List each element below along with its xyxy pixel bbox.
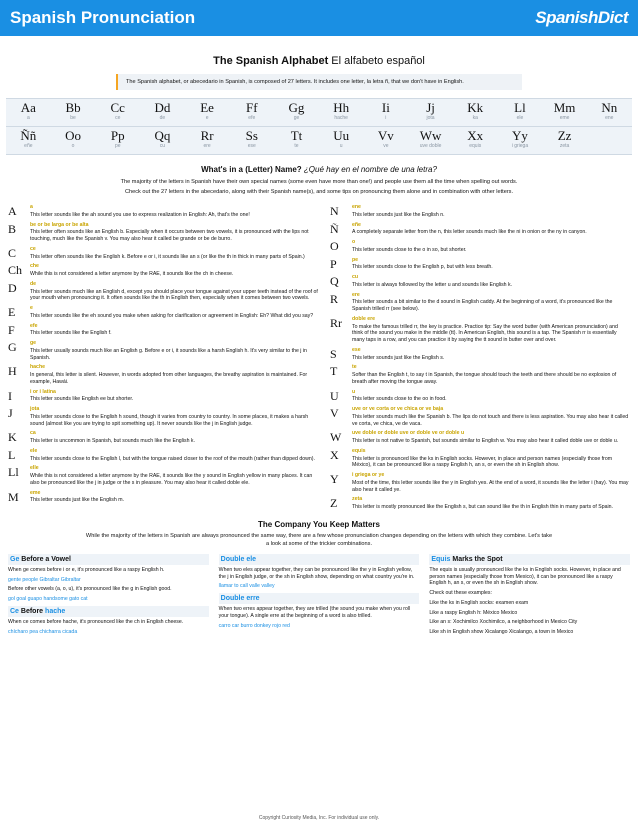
entry-name: uve doble or doble uve or doble ve or doble u xyxy=(352,430,465,437)
alphabet-letter: Aa xyxy=(20,100,36,116)
entry-description: This letter sounds close to the o in so, but shorter. xyxy=(352,246,467,253)
alphabet-cell xyxy=(364,99,409,126)
ce-example: chícharo pea chicharra cicada xyxy=(8,628,78,635)
brand-logo: SpanishDict xyxy=(535,7,628,27)
entry-name: zeta xyxy=(352,496,363,503)
entry-text xyxy=(30,246,323,261)
entry-text xyxy=(30,448,323,463)
alphabet-cell xyxy=(453,127,498,154)
letter-entry xyxy=(330,257,630,272)
right-column xyxy=(330,204,630,514)
entry-name: ene xyxy=(352,204,361,211)
entry-letter: T xyxy=(330,364,338,379)
entry-description: This letter sounds like the English f. xyxy=(30,330,112,337)
letter-entry xyxy=(330,406,630,427)
entry-description: To make the famous trilled rr, the key is practice. Practice tip: Say the word butter (with American pronunciation) and think of the sound you make in the middle (tt). In American English, this sound is a tap. The Spanish rr is essentially many taps in a row, and you can practice it by saying the tt sound in butter over and over. xyxy=(352,323,618,344)
entry-name: i or i latina xyxy=(30,388,56,395)
entry-text xyxy=(30,263,323,278)
alphabet-cell xyxy=(185,99,230,126)
alphabet-cell xyxy=(542,127,587,154)
letter-entry xyxy=(330,472,630,493)
entry-description: This letter is always followed by the letter u and sounds like English k. xyxy=(352,281,513,288)
alphabet-letter-name: pe xyxy=(114,143,121,150)
alphabet-cell xyxy=(140,127,185,154)
left-column xyxy=(8,204,323,514)
entry-name: uve or ve corta or ve chica or ve baja xyxy=(352,406,444,413)
alphabet-letter: Xx xyxy=(467,128,484,144)
entry-letter: M xyxy=(8,489,19,504)
letter-name-section xyxy=(0,165,638,196)
alphabet-letter: Ññ xyxy=(20,128,37,144)
alphabet-letter: Dd xyxy=(154,100,171,116)
erre-heading xyxy=(219,593,420,604)
letter-entry xyxy=(8,222,323,243)
entry-name: de xyxy=(30,280,37,287)
alphabet-letter: Bb xyxy=(65,100,81,116)
alphabet-row-2 xyxy=(6,126,632,155)
alphabet-letter-name: ge xyxy=(293,115,300,122)
alphabet-letter-name: equis xyxy=(469,143,482,150)
letter-entry xyxy=(8,340,323,361)
entry-description: This letter usually sounds much like an English g. Before e or i, it sounds like a harsh English h. It's very similar to the j in Spanish. xyxy=(30,347,307,361)
letter-entry xyxy=(330,389,630,404)
combination-boxes xyxy=(8,554,630,639)
letter-entry xyxy=(330,292,630,313)
ge-text-2: Before other vowels (a, o, u), it's pronounced like the g in English good. xyxy=(8,586,172,593)
entry-letter: R xyxy=(330,291,339,306)
letter-entry xyxy=(8,465,323,486)
alphabet-letter-name: i xyxy=(385,115,387,122)
alphabet-letter-name: te xyxy=(294,143,299,150)
alphabet-cell xyxy=(95,127,140,154)
alphabet-letter: Rr xyxy=(200,128,214,144)
entry-letter: G xyxy=(8,340,17,355)
letter-entry xyxy=(8,430,323,445)
entry-text xyxy=(352,204,630,219)
alphabet-row-1 xyxy=(6,98,632,126)
equis-example-1: Like the ks in English socks: examen exam xyxy=(429,599,529,606)
letter-entry xyxy=(330,204,630,219)
entry-letter: H xyxy=(8,364,17,379)
erre-heading-key: Double erre xyxy=(220,595,260,603)
entry-name: doble ere xyxy=(352,315,376,322)
intro-text: The Spanish alphabet, or abecedario in Spanish, is composed of 27 letters. It includes one letter, la letra ñ, that we don't have in English. xyxy=(126,78,464,85)
alphabet-letter: Jj xyxy=(426,100,435,116)
letter-entry xyxy=(330,222,630,237)
alphabet-cell xyxy=(51,127,96,154)
entry-text xyxy=(352,274,630,289)
alphabet-table xyxy=(6,98,632,155)
alphabet-letter-name: e xyxy=(205,115,209,122)
entry-letter: C xyxy=(8,245,17,260)
entry-text xyxy=(352,448,630,469)
letter-name-heading-es: ¿Qué hay en el nombre de una letra? xyxy=(303,165,437,175)
entry-letter: D xyxy=(8,280,17,295)
entry-name: ce xyxy=(30,245,36,252)
alphabet-letter-name: ese xyxy=(247,143,256,150)
entry-name: ca xyxy=(30,430,36,437)
alphabet-letter-name: ere xyxy=(203,143,211,150)
entry-letter: B xyxy=(8,221,17,236)
alphabet-letter: Zz xyxy=(557,128,572,144)
letter-name-p2: Check out the 27 letters in the abecedario, along with their Spanish name(s), and some tips on pronouncing them alone and in combination with other letters. xyxy=(124,188,514,195)
alphabet-letter: Cc xyxy=(110,100,125,116)
ele-heading-key: Double ele xyxy=(220,555,257,563)
entry-letter: X xyxy=(330,447,339,462)
entry-name: eñe xyxy=(352,221,361,228)
alphabet-letter: Oo xyxy=(65,128,81,144)
letter-entry xyxy=(8,263,323,278)
equis-example-3: Like an s: Xochimilco Xochimilco, a neighborhood in Mexico City xyxy=(429,619,578,626)
entry-name: cu xyxy=(352,274,359,281)
entry-name: ele xyxy=(30,447,38,454)
letter-entry xyxy=(8,246,323,261)
alphabet-letter: Kk xyxy=(467,100,484,116)
alphabet-cell xyxy=(274,99,319,126)
entry-description: This letter sounds like the ah sound you use to express realization in English: Ah, that's the one! xyxy=(30,211,250,218)
alphabet-letter-name: ene xyxy=(605,115,614,122)
letter-entry xyxy=(8,448,323,463)
entry-name: o xyxy=(352,239,356,246)
alphabet-letter: Mm xyxy=(553,100,576,116)
alphabet-letter-name: zeta xyxy=(559,143,570,150)
entry-description: This letter sounds much like the Spanish b. The lips do not touch and there is less aspiration. You may also hear it called ve corta, ve chica, ve de vaca. xyxy=(352,413,629,427)
alphabet-letter: Ss xyxy=(245,128,258,144)
header-bar xyxy=(0,0,638,36)
entry-letter: I xyxy=(8,388,12,403)
alphabet-letter-name: cu xyxy=(159,143,166,150)
alphabet-letter-name: hache xyxy=(334,115,348,122)
entry-description: This letter sounds close to the oo in food. xyxy=(352,396,447,403)
entry-letter: Ñ xyxy=(330,221,339,236)
letter-name-p1: The majority of the letters in Spanish have their own special names (some even have more than one!) and people use them all the time when spelling out words. xyxy=(120,178,518,185)
entry-description: This letter sounds just like the English m. xyxy=(30,497,124,504)
entry-letter: A xyxy=(8,204,17,219)
entry-text xyxy=(30,406,323,427)
entry-name: eme xyxy=(30,489,41,496)
letter-entry xyxy=(330,316,630,344)
alphabet-heading xyxy=(0,54,638,68)
letter-entry xyxy=(8,490,323,505)
entry-letter: Z xyxy=(330,496,338,511)
entry-name: i griega or ye xyxy=(352,472,385,479)
company-text: While the majority of the letters in Spanish are always pronounced the same way, there are a few whose pronunciation changes depending on the letters with which they combine. Let's take a look at some of the trickier combinations. xyxy=(85,533,553,547)
entry-description: This letter often sounds like an English b. Especially when it occurs between two vowels, it is pronounced with the lips not touching, much like the Spanish v. You may also hear it called be grande or be de burro. xyxy=(30,229,309,243)
company-section xyxy=(0,520,638,548)
ge-example-1: gente people Gibraltar Gibraltar xyxy=(8,576,81,583)
alphabet-letter-name: i griega xyxy=(511,143,529,150)
alphabet-letter: Hh xyxy=(333,100,350,116)
entry-name: che xyxy=(30,263,39,270)
entry-name: hache xyxy=(30,364,45,371)
entry-letter: O xyxy=(330,239,339,254)
entry-description: This letter sounds just like the English s. xyxy=(352,354,445,361)
entry-name: u xyxy=(352,388,356,395)
entry-description: This letter is pronounced like the ks in English socks. However, in place and person names (especially those from México), it can be pronounced like a raspy English h, an s, or even the sh in English show. xyxy=(352,455,613,469)
letter-entry xyxy=(330,274,630,289)
ge-heading xyxy=(8,554,209,565)
alphabet-cell xyxy=(51,99,96,126)
entry-letter: E xyxy=(8,305,16,320)
alphabet-letter-name: o xyxy=(71,143,75,150)
entry-name: ese xyxy=(352,346,361,353)
letter-entry xyxy=(8,305,323,320)
equis-text-2: Check out these examples: xyxy=(429,590,492,597)
entry-description: This letter sounds close to the English h sound, though it varies from country to country. In some places, it makes a harsh sound (almost like you are trying to spit something up). It never sounds like the j in English judge. xyxy=(30,413,309,427)
entry-description: This letter is uncommon in Spanish, but sounds much like the English k. xyxy=(30,438,195,445)
alphabet-letter: Ff xyxy=(246,100,258,116)
alphabet-letter-name: ka xyxy=(472,115,478,122)
entry-text xyxy=(352,406,630,427)
letter-entry xyxy=(330,496,630,511)
alphabet-letter: Uu xyxy=(333,128,350,144)
entry-letter: P xyxy=(330,256,337,271)
alphabet-letter-name: eme xyxy=(559,115,570,122)
alphabet-letter-name: jota xyxy=(426,115,435,122)
alphabet-cell xyxy=(229,127,274,154)
entry-description: This letter sounds close to the English l, but with the tongue raised closer to the roof of the mouth (rather than dipped down). xyxy=(30,455,315,462)
alphabet-cell xyxy=(408,99,453,126)
alphabet-cell xyxy=(319,127,364,154)
alphabet-cell xyxy=(95,99,140,126)
entry-text xyxy=(30,490,323,505)
entry-text xyxy=(352,222,630,237)
ge-heading-rest: Before a Vowel xyxy=(21,555,71,563)
erre-example: carro car burro donkey rojo red xyxy=(218,622,290,629)
ge-text-1: When ge comes before i or e, it's pronounced like a raspy English h. xyxy=(8,566,165,573)
letter-entry xyxy=(8,406,323,427)
entry-letter: S xyxy=(330,346,337,361)
equis-example-2: Like a raspy English h: México Mexico xyxy=(429,609,518,616)
erre-text: When two erres appear together, they are trilled (the sound you make when you roll your tongue). A single erre at the beginning of a word is also trilled. xyxy=(218,606,411,620)
entry-text xyxy=(352,430,630,445)
alphabet-letter-name: ele xyxy=(516,115,524,122)
alphabet-cell xyxy=(587,99,632,126)
entry-name: be or be larga or be alta xyxy=(30,221,89,228)
alphabet-letter: Nn xyxy=(601,100,618,116)
ce-heading-key: Ce xyxy=(10,607,19,615)
ce-heading xyxy=(8,606,209,617)
alphabet-letter: Ll xyxy=(514,100,526,116)
entry-letter: U xyxy=(330,388,339,403)
entry-text xyxy=(352,347,630,362)
letter-entry xyxy=(8,364,323,385)
entry-text xyxy=(352,389,630,404)
alphabet-letter-name: a xyxy=(26,115,30,122)
alphabet-cell xyxy=(140,99,185,126)
entry-text xyxy=(30,281,323,302)
entry-description: Most of the time, this letter sounds like the y in English yes. At the end of a word, it sounds like the letter i (hay). You may also hear it called ye. xyxy=(352,479,629,493)
ge-example-2: gol goal guapo handsome gato cat xyxy=(8,596,88,603)
alphabet-cell xyxy=(229,99,274,126)
letter-entry xyxy=(330,347,630,362)
letter-entry xyxy=(8,204,323,219)
alphabet-letter-name: de xyxy=(159,115,166,122)
entry-text xyxy=(352,292,630,313)
ele-text: When two eles appear together, they can be pronounced like the y in English yellow, the j in English judge, or the sh in English show, depending on what country you're in. xyxy=(218,566,415,580)
entry-text xyxy=(30,204,323,219)
entry-letter: Rr xyxy=(330,315,342,330)
alphabet-letter-name: be xyxy=(70,115,76,122)
ce-heading-rest: Before xyxy=(20,607,44,615)
letter-entry xyxy=(8,323,323,338)
alphabet-letter-name: u xyxy=(339,143,343,150)
entry-description: In general, this letter is silent. However, in words adopted from other languages, the breathy aspiration is maintained. For example, Hawái. xyxy=(30,372,308,385)
alphabet-letter: Yy xyxy=(511,128,528,144)
alphabet-letter-name: eñe xyxy=(24,143,33,150)
entry-name: pe xyxy=(352,256,359,263)
entry-name: efe xyxy=(30,322,38,329)
entry-text xyxy=(30,340,323,361)
ele-heading xyxy=(219,554,420,565)
entry-name: jota xyxy=(30,406,40,413)
alphabet-letter: Tt xyxy=(290,128,303,144)
equis-example-4: Like sh in English show Xicalango Xicalango, a town in Mexico xyxy=(429,629,574,636)
entry-name: a xyxy=(30,204,33,211)
alphabet-cell xyxy=(364,127,409,154)
alphabet-letter: Qq xyxy=(154,128,171,144)
entry-description: This letter sounds close to the English p, but with less breath. xyxy=(352,264,493,271)
entry-description: While this is not considered a letter anymore by the RAE, it sounds like the ch in cheese. xyxy=(30,271,234,278)
entry-description: This letter sounds a bit similar to the d sound in English caddy. At the beginning of a word, it's pronounced like the Spanish trilled rr (see below). xyxy=(352,299,613,313)
alphabet-cell xyxy=(6,99,51,126)
alphabet-letter: Ee xyxy=(200,100,214,116)
equis-text-1: The equis is usually pronounced like the ks in English socks. However, in place and person names (especially those from Mexico), it can be pronounced like a raspy English h, an s, or even the sh in English show. xyxy=(429,566,621,587)
entry-name: ge xyxy=(30,340,37,347)
entry-name: te xyxy=(352,364,357,371)
entry-text xyxy=(30,364,323,385)
equis-heading xyxy=(429,554,630,565)
entry-description: This letter sounds like English ee but shorter. xyxy=(30,396,134,403)
intro-callout xyxy=(116,74,522,90)
letter-entry xyxy=(330,364,630,385)
equis-heading-key: Equis xyxy=(431,555,451,563)
alphabet-letter: Pp xyxy=(110,128,125,144)
entry-description: A completely separate letter from the n, this letter sounds much like the ni in onion or the ny in canyon. xyxy=(352,229,587,236)
entry-description: This letter sounds much like an English d, except you should place your tongue against your upper teeth instead of the roof of your mouth when pronouncing it. It often sounds like the th in English then, especially when it comes between two vowels. xyxy=(30,288,318,302)
entry-letter: K xyxy=(8,430,17,445)
letter-entry xyxy=(330,430,630,445)
ge-ce-column xyxy=(8,554,209,639)
entry-description: This letter is mostly pronounced like the English s, but can sound like the th in English thin in many parts of Spain. xyxy=(352,504,613,511)
entry-text xyxy=(30,222,323,243)
letter-entry xyxy=(330,239,630,254)
equis-column xyxy=(429,554,630,639)
entry-text xyxy=(30,389,323,404)
entry-text xyxy=(30,465,323,486)
alphabet-letter: Vv xyxy=(377,128,394,144)
alphabet-letter: Ii xyxy=(381,100,390,116)
alphabet-heading-en: The Spanish Alphabet xyxy=(213,55,329,67)
letter-entries xyxy=(0,204,638,514)
letter-name-heading xyxy=(0,165,638,175)
entry-text xyxy=(352,472,630,493)
letter-name-heading-en: What's in a (Letter) Name? xyxy=(201,165,302,175)
entry-description: Softer than the English t, to say t in Spanish, the tongue should touch the teeth and there should be no explosion of breath after moving the tongue away. xyxy=(352,372,617,385)
entry-text xyxy=(30,305,323,320)
page-title: Spanish Pronunciation xyxy=(10,7,196,27)
ce-heading-key-2: hache xyxy=(45,607,66,615)
entry-description: This letter sounds just like the English n. xyxy=(352,211,445,218)
entry-description: This letter often sounds like the English k. Before e or i, it sounds like an s (or like the th in thick in many parts of Spain.) xyxy=(30,253,305,260)
alphabet-letter-name: uve doble xyxy=(419,143,442,150)
entry-name: equis xyxy=(352,447,366,454)
entry-text xyxy=(352,364,630,385)
alphabet-letter-name: efe xyxy=(248,115,256,122)
entry-description: This letter is not native to Spanish, but sounds similar to English w. You may also hear it called doble uve or doble u. xyxy=(352,438,619,445)
double-letters-column xyxy=(219,554,420,639)
alphabet-cell xyxy=(185,127,230,154)
alphabet-heading-es: El alfabeto español xyxy=(331,55,425,67)
entry-name: e xyxy=(30,305,33,312)
entry-text xyxy=(30,430,323,445)
alphabet-letter: Gg xyxy=(288,100,305,116)
entry-letter: L xyxy=(8,447,16,462)
alphabet-cell xyxy=(6,127,51,154)
entry-description: While this is not considered a letter anymore by the RAE, it sounds like the y sound in English yellow in many places. It can also be pronounced like the j in judge or the s in pleasure. You may also hear it called doble ele. xyxy=(30,473,313,486)
alphabet-cell xyxy=(542,99,587,126)
entry-letter: Ch xyxy=(8,263,23,278)
entry-letter: N xyxy=(330,204,339,219)
ge-heading-key: Ge xyxy=(10,555,20,563)
entry-text xyxy=(352,239,630,254)
equis-heading-rest: Marks the Spot xyxy=(452,555,503,563)
alphabet-cell xyxy=(408,127,453,154)
entry-text xyxy=(352,257,630,272)
letter-entry xyxy=(8,281,323,302)
entry-letter: W xyxy=(330,430,342,445)
company-heading: The Company You Keep Matters xyxy=(258,519,380,529)
entry-description: This letter sounds like the eh sound you make when asking for clarification or agreement in English: Eh? What did you say? xyxy=(30,312,314,319)
letter-entry xyxy=(8,389,323,404)
entry-name: elle xyxy=(30,465,39,472)
alphabet-cell xyxy=(319,99,364,126)
entry-letter: F xyxy=(8,322,15,337)
letter-entry xyxy=(330,448,630,469)
entry-text xyxy=(30,323,323,338)
alphabet-cell xyxy=(498,127,543,154)
entry-letter: J xyxy=(8,406,13,421)
footer-copyright: Copyright Curiosity Media, Inc. For individual use only. xyxy=(258,815,380,821)
entry-letter: Y xyxy=(330,472,339,487)
alphabet-cell xyxy=(498,99,543,126)
alphabet-cell xyxy=(274,127,319,154)
alphabet-letter-name: ve xyxy=(383,143,389,150)
alphabet-letter-name: ce xyxy=(115,115,121,122)
alphabet-letter: Ww xyxy=(419,128,442,144)
entry-letter: V xyxy=(330,406,339,421)
entry-name: ere xyxy=(352,291,360,298)
alphabet-cell xyxy=(453,99,498,126)
ele-example: llamar to call valle valley xyxy=(218,583,275,590)
entry-letter: Ll xyxy=(8,465,19,480)
entry-letter: Q xyxy=(330,274,339,289)
entry-text xyxy=(352,316,630,344)
entry-text xyxy=(352,496,630,511)
ce-text: When ce comes before hache, it's pronounced like the ch in English cheese. xyxy=(8,619,184,626)
